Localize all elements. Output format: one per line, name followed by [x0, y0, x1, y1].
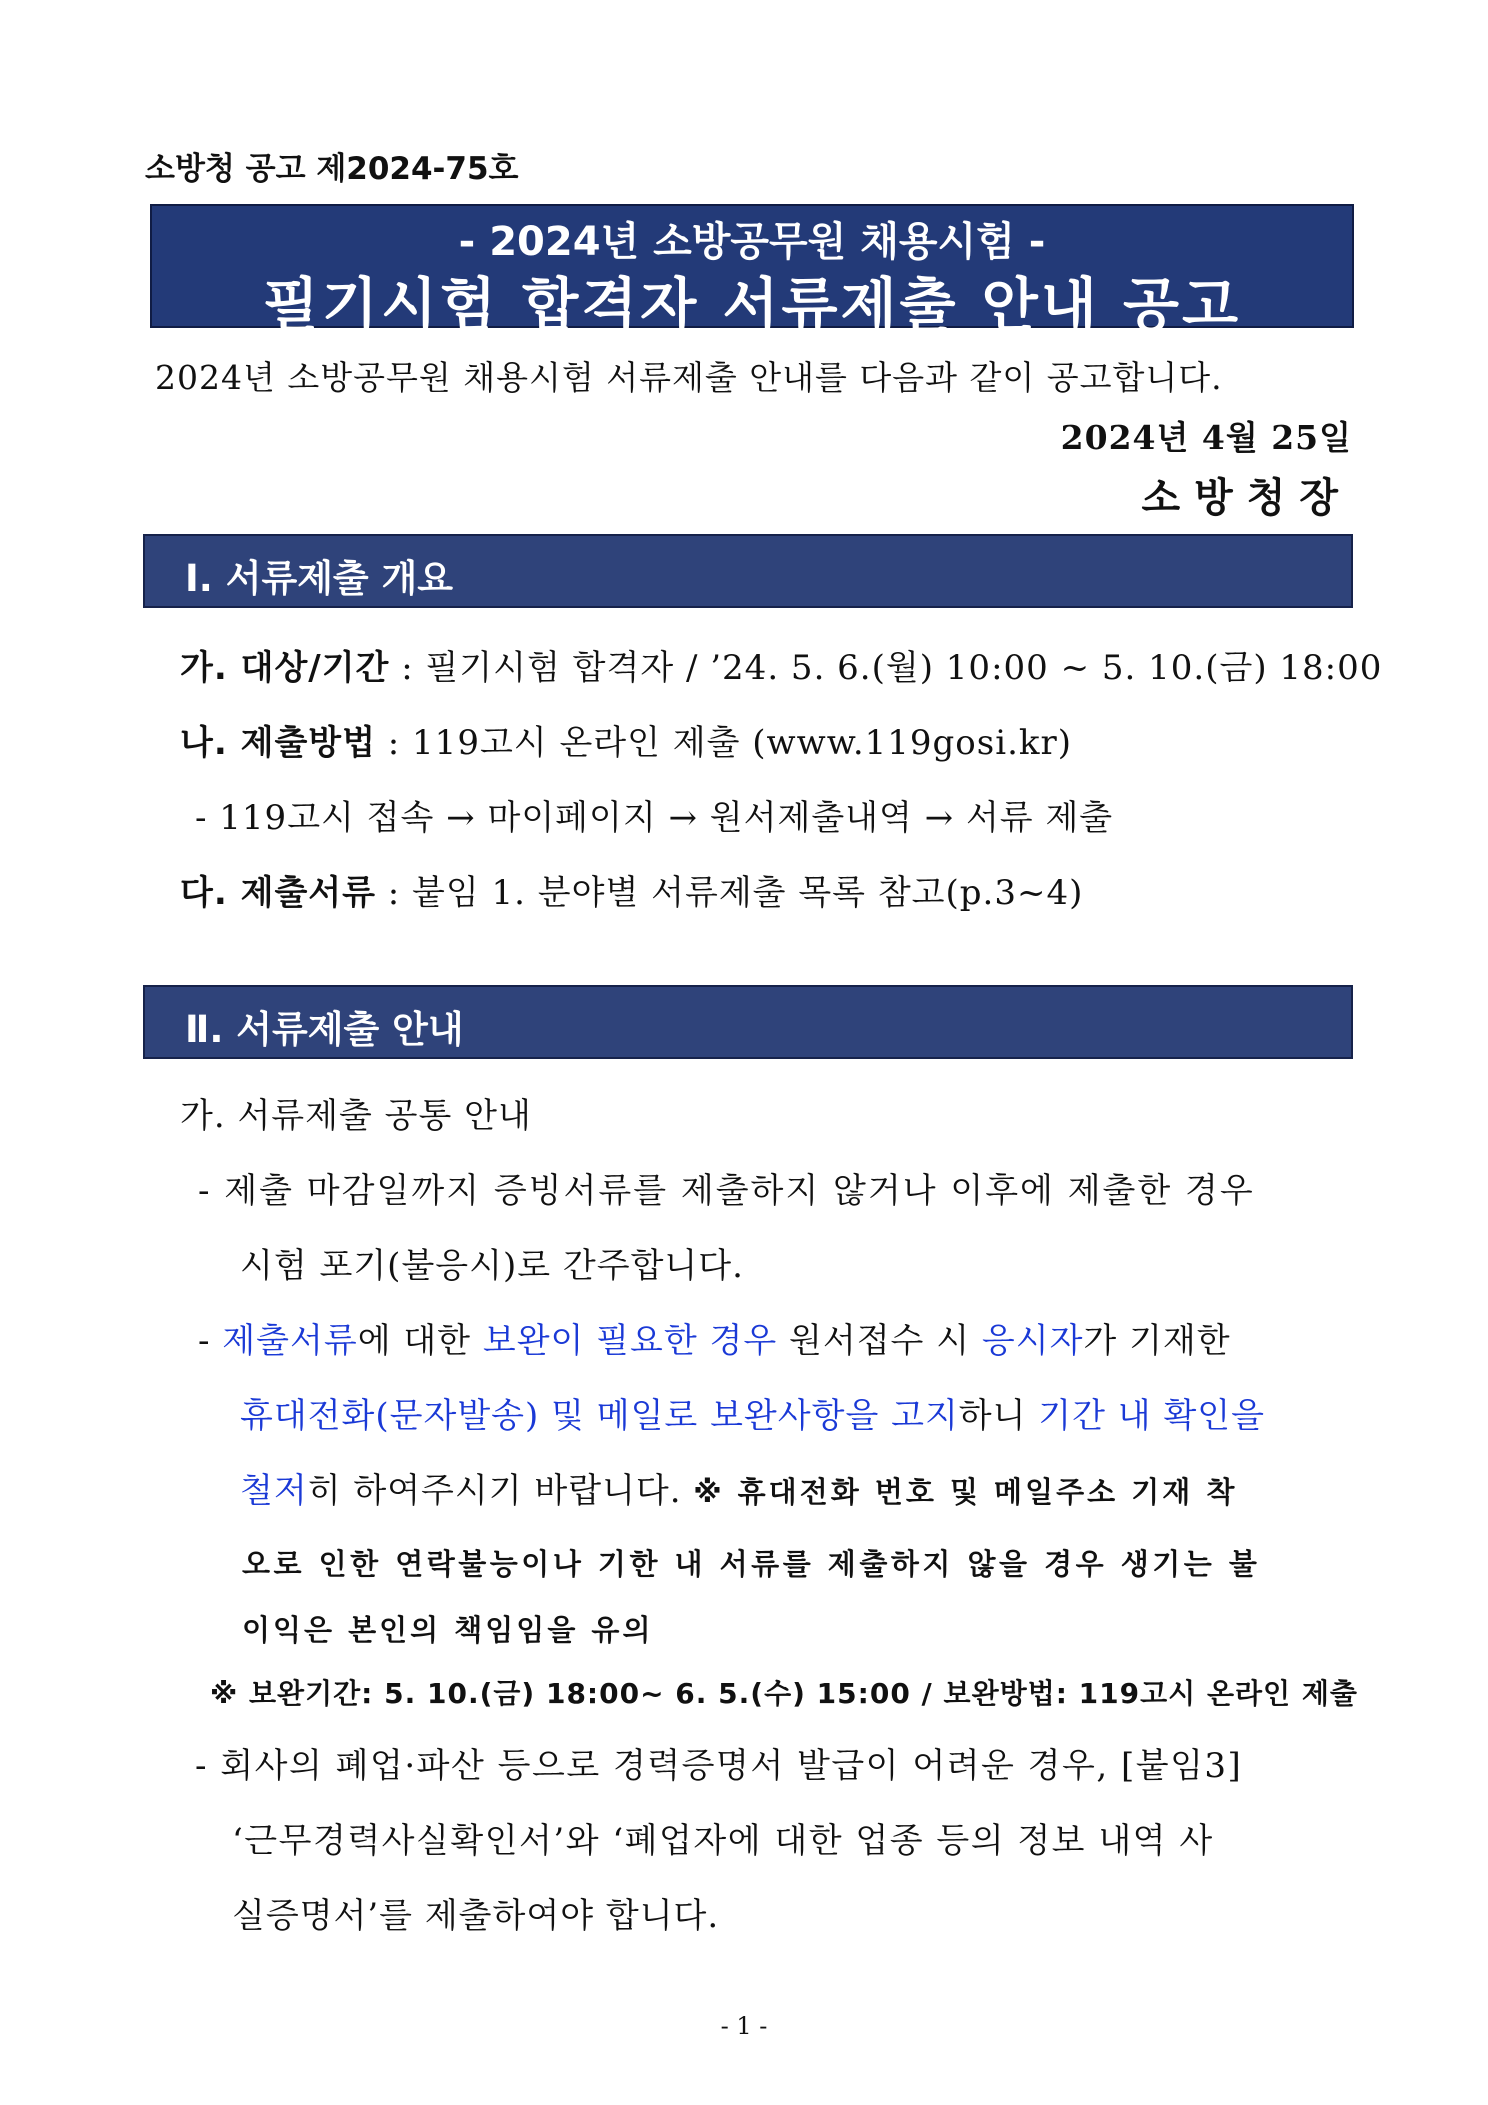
section2-sub-a: 가. 서류제출 공통 안내: [180, 1096, 532, 1136]
highlight-docs: 제출서류: [222, 1321, 358, 1361]
highlight-applicant: 응시자: [981, 1321, 1084, 1361]
item-text: : 필기시험 합격자 / ’24. 5. 6.(월) 10:00 ~ 5. 10.(금) 18:00: [389, 648, 1383, 688]
p3-line2: ‘근무경력사실확인서’와 ‘폐업자에 대한 업종 등의 정보 내역 사: [232, 1821, 1214, 1861]
page-number: - 1 -: [720, 2012, 768, 2040]
p3-line1: - 회사의 폐업·파산 등으로 경력증명서 발급이 어려운 경우, [붙임3]: [195, 1746, 1243, 1786]
section1-item-steps: [195, 790, 1113, 839]
p2-line3: [240, 1463, 1237, 1512]
p1-line2: 시험 포기(불응시)로 간주합니다.: [240, 1246, 744, 1286]
highlight-notify: 휴대전화(문자발송) 및 메일로 보완사항을 고지: [240, 1396, 959, 1436]
p3-line3: 실증명서’를 제출하여야 합니다.: [232, 1896, 720, 1936]
text: 히 하여주시기 바랍니다.: [307, 1471, 694, 1511]
item-text: : 119고시 온라인 제출 (www.119gosi.kr): [375, 723, 1073, 763]
text: 에 대한: [357, 1321, 483, 1361]
signer: 소방청장: [1141, 474, 1352, 521]
item-label: 가. 대상/기간: [180, 648, 390, 688]
dash: -: [198, 1321, 223, 1361]
title-subtitle: - 2024년 소방공무원 채용시험 -: [458, 219, 1046, 265]
text: 원서접수 시: [777, 1321, 982, 1361]
section1-heading-bar: [143, 534, 1353, 608]
item-text: - 119고시 접속 → 마이페이지 → 원서제출내역 → 서류 제출: [195, 798, 1114, 838]
title-main: 필기시험 합격자 서류제출 안내 공고: [262, 271, 1242, 339]
item-label: 다. 제출서류: [180, 873, 376, 913]
p2-line2: [240, 1388, 1265, 1437]
title-banner: [150, 204, 1354, 339]
highlight-thorough: 철저: [240, 1471, 308, 1511]
p2-line4: 오로 인한 연락불능이나 기한 내 서류를 제출하지 않을 경우 생기는 불: [242, 1547, 1261, 1581]
section1-item-documents: [180, 865, 1083, 914]
notice-number: 소방청 공고 제2024-75호: [145, 151, 519, 187]
text: 가 기재한: [1083, 1321, 1231, 1361]
p2-line5: 이익은 본인의 책임임을 유의: [242, 1613, 654, 1647]
warning-note: ※ 휴대전화 번호 및 메일주소 기재 착: [693, 1475, 1238, 1509]
p1-line1: - 제출 마감일까지 증빙서류를 제출하지 않거나 이후에 제출한 경우: [198, 1171, 1255, 1211]
section2-heading: Ⅱ. 서류제출 안내: [185, 1008, 464, 1051]
supplement-note: ※ 보완기간: 5. 10.(금) 18:00~ 6. 5.(수) 15:00 / 보완방법: 119고시 온라인 제출: [210, 1677, 1358, 1710]
item-text: : 붙임 1. 분야별 서류제출 목록 참고(p.3~4): [375, 873, 1084, 913]
intro-text: 2024년 소방공무원 채용시험 서류제출 안내를 다음과 같이 공고합니다.: [155, 358, 1223, 397]
section1-item-method: [180, 715, 1072, 764]
section2-heading-bar: [143, 985, 1353, 1059]
notice-date: 2024년 4월 25일: [1060, 418, 1352, 457]
section1-heading: Ⅰ. 서류제출 개요: [185, 557, 454, 600]
text: 하니: [958, 1396, 1039, 1436]
section1-item-target: [180, 640, 1382, 689]
highlight-supplement: 보완이 필요한 경우: [482, 1321, 778, 1361]
item-label: 나. 제출방법: [180, 723, 376, 763]
highlight-check: 기간 내 확인을: [1038, 1396, 1265, 1436]
p2-line1: [198, 1313, 1231, 1362]
